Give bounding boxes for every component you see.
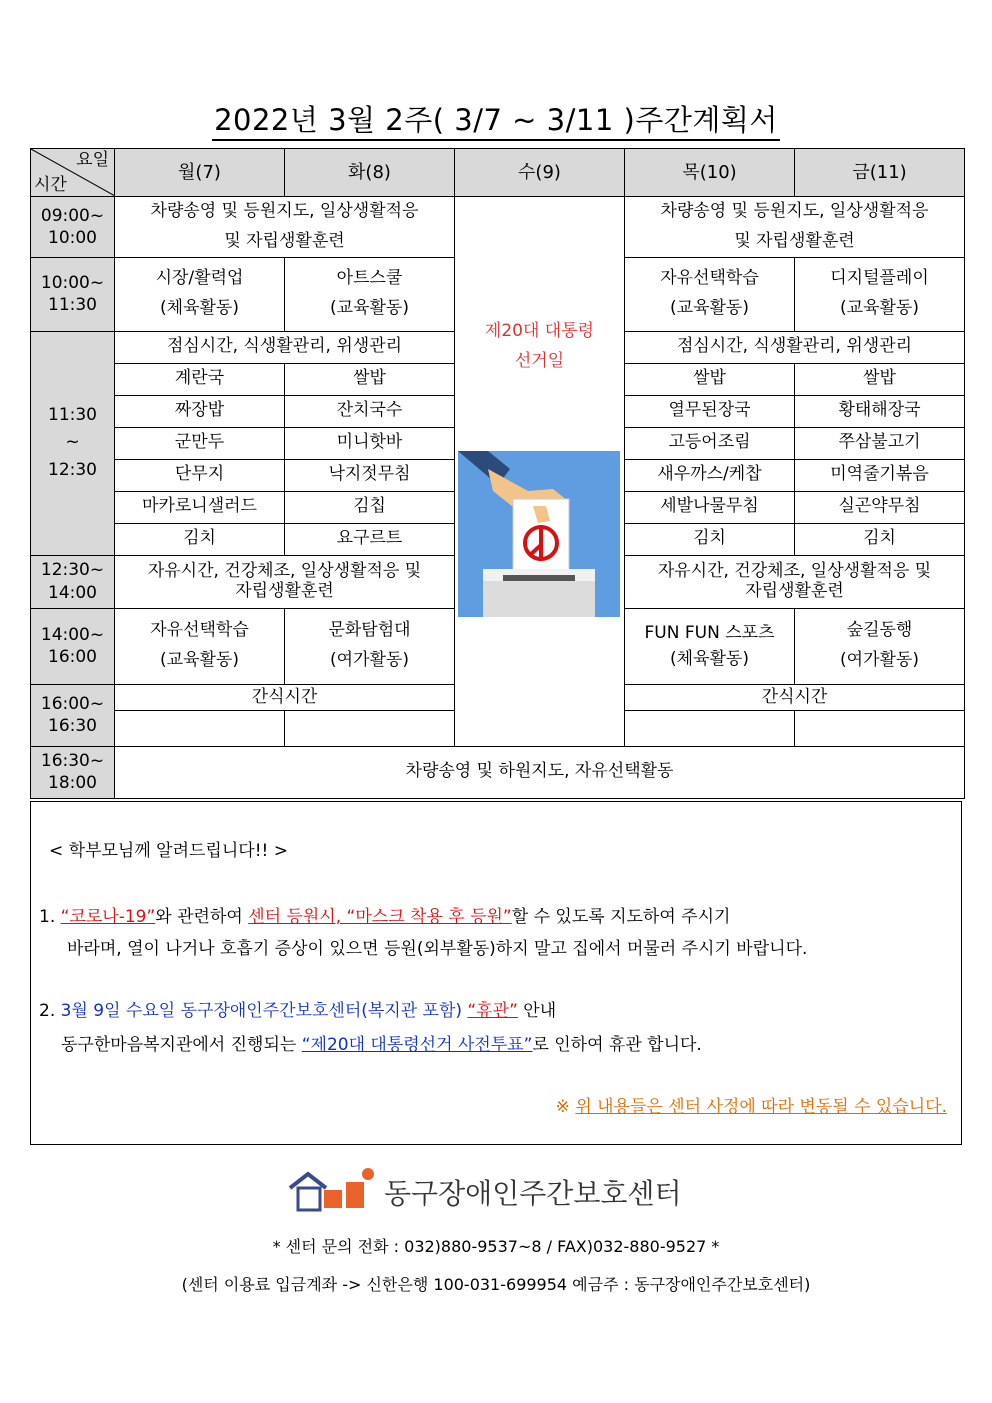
schedule-cell: 간식시간 <box>625 684 965 710</box>
schedule-cell: 차량송영 및 등원지도, 일상생활적응 및 자립생활훈련 <box>115 197 455 258</box>
menu-item: 낙지젓무침 <box>285 459 455 491</box>
menu-item: 김칩 <box>285 491 455 523</box>
menu-item: 군만두 <box>115 427 285 459</box>
empty-cell <box>285 710 455 746</box>
day-header-tue: 화(8) <box>285 149 455 197</box>
menu-item: 고등어조림 <box>625 427 795 459</box>
menu-item: 짜장밥 <box>115 395 285 427</box>
notice-heading: < 학부모님께 알려드립니다!! > <box>49 841 288 861</box>
time-slot: 11:30 ~ 12:30 <box>31 331 115 555</box>
schedule-cell: 점심시간, 식생활관리, 위생관리 <box>115 331 455 363</box>
empty-cell <box>115 710 285 746</box>
center-name: 동구장애인주간보호센터 <box>384 1177 682 1210</box>
menu-item: 쌀밥 <box>795 363 965 395</box>
schedule-cell: 아트스쿨 (교육활동) <box>285 257 455 331</box>
notice-item-2-line2: 동구한마음복지관에서 진행되는 “제20대 대통령선거 사전투표”로 인하여 휴관 합니다. <box>61 1035 702 1055</box>
menu-item: 실곤약무침 <box>795 491 965 523</box>
table-corner-header <box>31 149 115 197</box>
schedule-cell: 자유선택학습 (교육활동) <box>115 608 285 684</box>
notice-item-1-line2: 바라며, 열이 나거나 호흡기 증상이 있으면 등원(외부활동)하지 말고 집에서 머물러 주시기 바랍니다. <box>67 939 808 959</box>
day-header-fri: 금(11) <box>795 149 965 197</box>
menu-item: 계란국 <box>115 363 285 395</box>
day-header-mon: 월(7) <box>115 149 285 197</box>
menu-item: 김치 <box>115 523 285 555</box>
ballot-box-icon <box>458 451 620 617</box>
holiday-label: 제20대 대통령 선거일 <box>484 321 595 371</box>
wednesday-holiday-cell <box>455 197 625 747</box>
weekly-schedule-table <box>30 148 965 799</box>
schedule-cell: 차량송영 및 등원지도, 일상생활적응 및 자립생활훈련 <box>625 197 965 258</box>
menu-item: 미니핫바 <box>285 427 455 459</box>
empty-cell <box>795 710 965 746</box>
day-header-thu: 목(10) <box>625 149 795 197</box>
menu-item: 쭈삼불고기 <box>795 427 965 459</box>
schedule-cell: 간식시간 <box>115 684 455 710</box>
schedule-cell: 자유선택학습 (교육활동) <box>625 257 795 331</box>
schedule-cell: 자유시간, 건강체조, 일상생활적응 및 자립생활훈련 <box>625 555 965 608</box>
schedule-cell: 점심시간, 식생활관리, 위생관리 <box>625 331 965 363</box>
menu-item: 요구르트 <box>285 523 455 555</box>
menu-item: 마카로니샐러드 <box>115 491 285 523</box>
corner-day-label: 요일 <box>76 150 109 170</box>
time-slot: 14:00~ 16:00 <box>31 608 115 684</box>
time-slot: 10:00~ 11:30 <box>31 257 115 331</box>
menu-item: 미역줄기볶음 <box>795 459 965 491</box>
menu-item: 세발나물무침 <box>625 491 795 523</box>
schedule-cell: 문화탐험대 (여가활동) <box>285 608 455 684</box>
menu-item: 단무지 <box>115 459 285 491</box>
schedule-cell: FUN FUN 스포츠 (체육활동) <box>625 608 795 684</box>
center-logo-icon <box>286 1166 380 1214</box>
menu-item: 김치 <box>795 523 965 555</box>
empty-cell <box>625 710 795 746</box>
notice-item-2: 2. 3월 9일 수요일 동구장애인주간보호센터(복지관 포함) “휴관” 안내 <box>39 1001 557 1021</box>
menu-item: 잔치국수 <box>285 395 455 427</box>
time-slot: 16:00~ 16:30 <box>31 684 115 746</box>
contact-info: * 센터 문의 전화 : 032)880-9537~8 / FAX)032-880-9527 * <box>272 1237 720 1256</box>
page-title: 2022년 3월 2주( 3/7 ~ 3/11 )주간계획서 <box>0 98 992 139</box>
menu-item: 황태해장국 <box>795 395 965 427</box>
time-slot: 16:30~ 18:00 <box>31 746 115 798</box>
day-header-wed: 수(9) <box>455 149 625 197</box>
parent-notice-box <box>30 801 962 1145</box>
time-slot: 12:30~ 14:00 <box>31 555 115 608</box>
menu-item: 열무된장국 <box>625 395 795 427</box>
menu-item: 쌀밥 <box>285 363 455 395</box>
notice-item-1: 1. “코로나-19”와 관련하여 센터 등원시, “마스크 착용 후 등원”할 수 있도록 지도하여 주시기 <box>39 907 731 927</box>
notice-disclaimer: ※ 위 내용들은 센터 사정에 따라 변동될 수 있습니다. <box>555 1097 947 1117</box>
menu-item: 김치 <box>625 523 795 555</box>
bank-account-info: (센터 이용료 입금계좌 -> 신한은행 100-031-699954 예금주 : 동구장애인주간보호센터) <box>181 1275 811 1294</box>
corner-time-label: 시간 <box>34 174 67 195</box>
schedule-cell: 자유시간, 건강체조, 일상생활적응 및 자립생활훈련 <box>115 555 455 608</box>
menu-item: 쌀밥 <box>625 363 795 395</box>
schedule-cell: 디지털플레이 (교육활동) <box>795 257 965 331</box>
menu-item: 새우까스/케찹 <box>625 459 795 491</box>
schedule-cell: 시장/활력업 (체육활동) <box>115 257 285 331</box>
time-slot: 09:00~ 10:00 <box>31 197 115 258</box>
schedule-cell: 숲길동행 (여가활동) <box>795 608 965 684</box>
schedule-cell: 차량송영 및 하원지도, 자유선택활동 <box>115 746 965 798</box>
